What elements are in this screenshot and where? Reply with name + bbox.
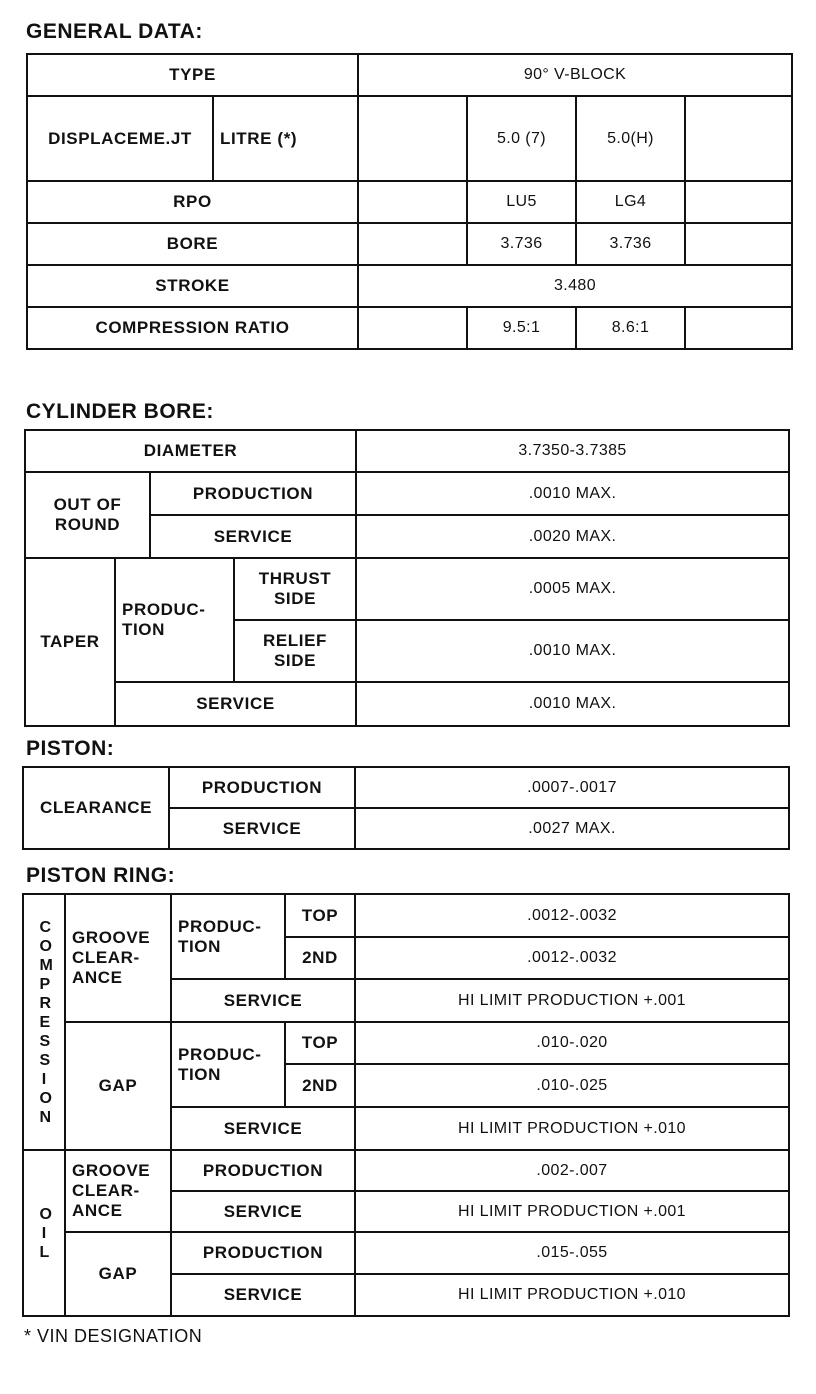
diameter-value: 3.7350-3.7385	[356, 430, 789, 472]
relief-side-value: .0010 MAX.	[356, 620, 789, 682]
diameter-label: DIAMETER	[25, 430, 356, 472]
comp-groove-2nd-value: .0012-.0032	[355, 937, 789, 979]
bore-value-1: 3.736	[467, 223, 576, 265]
comp-groove-clearance-label: GROOVE CLEAR- ANCE	[65, 894, 171, 1022]
comp-groove-service-label: SERVICE	[171, 979, 355, 1022]
empty-cell	[685, 307, 792, 349]
oil-gap-production-label: PRODUCTION	[171, 1232, 355, 1274]
rpo-value-2: LG4	[576, 181, 685, 223]
comp-groove-top-label: TOP	[285, 894, 355, 937]
oil-groove-clearance-label: GROOVE CLEAR- ANCE	[65, 1150, 171, 1232]
comp-gap-2nd-label: 2ND	[285, 1064, 355, 1107]
comp-gap-top-label: TOP	[285, 1022, 355, 1064]
taper-label: TAPER	[25, 558, 115, 726]
oil-groove-service-label: SERVICE	[171, 1191, 355, 1232]
oil-groove-production-value: .002-.007	[355, 1150, 789, 1191]
cylinder-bore-heading: CYLINDER BORE:	[26, 400, 214, 423]
piston-production-label: PRODUCTION	[169, 767, 355, 808]
stroke-value: 3.480	[358, 265, 792, 307]
empty-cell	[358, 181, 467, 223]
empty-cell	[358, 223, 467, 265]
piston-heading: PISTON:	[26, 737, 115, 760]
oil-groove-production-label: PRODUCTION	[171, 1150, 355, 1191]
comp-gap-service-value: HI LIMIT PRODUCTION +.010	[355, 1107, 789, 1150]
oil-gap-label: GAP	[65, 1232, 171, 1316]
comp-gap-production-label: PRODUC- TION	[171, 1022, 285, 1107]
comp-groove-production-label: PRODUC- TION	[171, 894, 285, 979]
bore-value-2: 3.736	[576, 223, 685, 265]
piston-service-label: SERVICE	[169, 808, 355, 849]
litre-value-1: 5.0 (7)	[467, 96, 576, 181]
relief-side-label: RELIEF SIDE	[234, 620, 356, 682]
vin-footnote: * VIN DESIGNATION	[24, 1326, 203, 1346]
general-data-heading: GENERAL DATA:	[26, 20, 203, 43]
cylinder-bore-table	[24, 429, 790, 727]
comp-groove-top-value: .0012-.0032	[355, 894, 789, 937]
empty-cell	[685, 96, 792, 181]
type-value: 90° V-BLOCK	[358, 54, 792, 96]
stroke-label: STROKE	[27, 265, 358, 307]
empty-cell	[358, 307, 467, 349]
general-data-table	[26, 53, 793, 350]
empty-cell	[685, 181, 792, 223]
oil-gap-service-value: HI LIMIT PRODUCTION +.010	[355, 1274, 789, 1316]
compression-value-1: 9.5:1	[467, 307, 576, 349]
taper-service-label: SERVICE	[115, 682, 356, 726]
out-of-round-label: OUT OF ROUND	[25, 472, 150, 558]
litre-value-2: 5.0(H)	[576, 96, 685, 181]
oor-production-label: PRODUCTION	[150, 472, 356, 515]
type-label: TYPE	[27, 54, 358, 96]
piston-table	[22, 766, 790, 850]
comp-groove-2nd-label: 2ND	[285, 937, 355, 979]
oor-service-label: SERVICE	[150, 515, 356, 558]
taper-production-label: PRODUC- TION	[115, 558, 234, 682]
oil-groove-service-value: HI LIMIT PRODUCTION +.001	[355, 1191, 789, 1232]
rpo-label: RPO	[27, 181, 358, 223]
comp-gap-2nd-value: .010-.025	[355, 1064, 789, 1107]
oil-gap-service-label: SERVICE	[171, 1274, 355, 1316]
comp-gap-label: GAP	[65, 1022, 171, 1150]
comp-groove-service-value: HI LIMIT PRODUCTION +.001	[355, 979, 789, 1022]
oor-service-value: .0020 MAX.	[356, 515, 789, 558]
empty-cell	[685, 223, 792, 265]
thrust-side-label: THRUST SIDE	[234, 558, 356, 620]
compression-ratio-label: COMPRESSION RATIO	[27, 307, 358, 349]
piston-production-value: .0007-.0017	[355, 767, 789, 808]
rpo-value-1: LU5	[467, 181, 576, 223]
piston-ring-table	[22, 893, 790, 1317]
litre-label: LITRE (*)	[213, 96, 358, 181]
taper-service-value: .0010 MAX.	[356, 682, 789, 726]
piston-service-value: .0027 MAX.	[355, 808, 789, 849]
compression-vertical-label: COMPRESSION	[23, 894, 65, 1150]
clearance-label: CLEARANCE	[23, 767, 169, 849]
oor-production-value: .0010 MAX.	[356, 472, 789, 515]
piston-ring-heading: PISTON RING:	[26, 864, 176, 887]
thrust-side-value: .0005 MAX.	[356, 558, 789, 620]
displacement-label: DISPLACEME.JT	[27, 96, 213, 181]
bore-label: BORE	[27, 223, 358, 265]
comp-gap-service-label: SERVICE	[171, 1107, 355, 1150]
compression-value-2: 8.6:1	[576, 307, 685, 349]
oil-vertical-label: OIL	[23, 1150, 65, 1316]
oil-gap-production-value: .015-.055	[355, 1232, 789, 1274]
comp-gap-top-value: .010-.020	[355, 1022, 789, 1064]
empty-cell	[358, 96, 467, 181]
